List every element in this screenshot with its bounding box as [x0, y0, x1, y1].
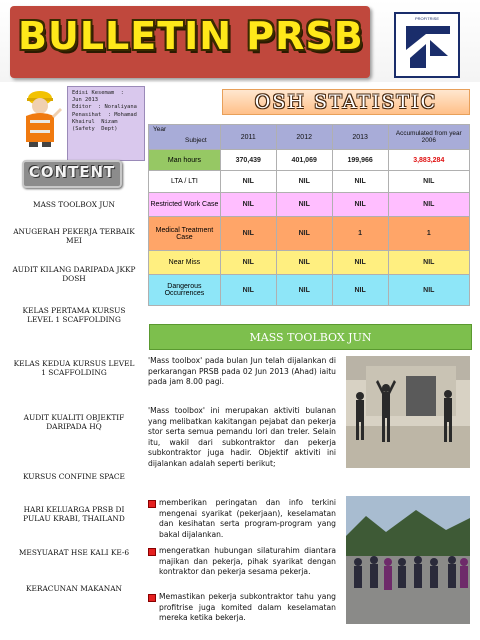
table-cell: NIL	[332, 275, 388, 306]
company-logo	[394, 12, 460, 78]
contents-item[interactable]: AUDIT KUALITI OBJEKTIF DARIPADA HQ	[23, 413, 125, 431]
table-cell: NIL	[276, 251, 332, 275]
row-label: Dangerous Occurrences	[149, 275, 221, 306]
contents-item[interactable]: MASS TOOLBOX JUN	[33, 200, 115, 209]
table-cell: 3,883,284	[388, 150, 469, 171]
table-row	[149, 150, 470, 171]
bullet-square-icon	[148, 500, 156, 508]
section-title-bar	[149, 324, 472, 350]
table-row	[149, 275, 470, 306]
safety-worker-icon	[14, 86, 64, 148]
info-line: Edisi Kesemam :	[72, 90, 124, 96]
osh-heading: OSH STATISTIC	[254, 91, 438, 113]
content-label-box	[22, 160, 122, 188]
table-row	[149, 217, 470, 251]
contents-item[interactable]: MESYUARAT HSE KALI KE-6	[18, 548, 130, 557]
column-header: 2013	[332, 125, 388, 150]
table-row	[149, 251, 470, 275]
table-cell: NIL	[388, 275, 469, 306]
table-cell: NIL	[388, 251, 469, 275]
contents-item[interactable]: ANUGERAH PEKERJA TERBAIK MEI	[13, 227, 135, 245]
bulletin-title: BULLETIN PRSB	[18, 14, 364, 58]
content-label: CONTENT	[28, 163, 116, 181]
column-header: Accumulated from year 2006	[388, 125, 469, 150]
row-label: Near Miss	[149, 251, 221, 275]
row-label: Medical Treatment Case	[149, 217, 221, 251]
table-cell: NIL	[220, 217, 276, 251]
bullet-item	[148, 592, 336, 624]
bullet-text: memberikan peringatan dan info terkini mengenai syarikat (pekerjaan), keselamatan dan kesihatan serta program-program yang bakal dijalankan.	[159, 498, 336, 539]
table-cell: 1	[388, 217, 469, 251]
table-cell: NIL	[332, 251, 388, 275]
group-gathering-photo	[346, 496, 470, 624]
contents-item[interactable]: KELAS PERTAMA KURSUS LEVEL 1 SCAFFOLDING	[22, 306, 126, 324]
info-line: Penasihat : Mohamad	[72, 111, 137, 118]
row-label: Man hours	[149, 150, 221, 171]
year-label: Year	[153, 126, 167, 133]
bullet-item	[148, 546, 336, 578]
table-cell: NIL	[276, 217, 332, 251]
table-cell: NIL	[332, 193, 388, 217]
info-line: Editor : Noraliyana	[72, 104, 137, 111]
logo-mark-icon	[396, 14, 458, 76]
table-cell: NIL	[276, 275, 332, 306]
article-paragraph: 'Mass toolbox' ini merupakan aktiviti bulanan yang melibatkan kakitangan pejabat dan pekerja stor serta semua pemandu lori dan treler. Selain itu, wakil dari subkontraktor dan pekerja subkontraktor juga hadir. Objektif aktiviti ini dijalankan adalah seperti berikut;	[148, 406, 336, 468]
info-line: (Safety Dept)	[72, 126, 118, 133]
osh-statistics-table	[148, 124, 470, 306]
contents-item[interactable]: HARI KELUARGA PRSB DI PULAU KRABI, THAILAND	[23, 505, 125, 523]
year-subject-header	[149, 125, 221, 150]
contents-item[interactable]: KELAS KEDUA KURSUS LEVEL 1 SCAFFOLDING	[13, 359, 135, 377]
table-cell: 401,069	[276, 150, 332, 171]
info-line: Khairul Nizam	[72, 118, 118, 125]
table-header-row	[149, 125, 470, 150]
contents-item[interactable]: AUDIT KILANG DARIPADA JKKP DOSH	[12, 265, 136, 283]
table-row	[149, 171, 470, 193]
table-cell: NIL	[220, 171, 276, 193]
table-cell: NIL	[276, 171, 332, 193]
table-cell: NIL	[276, 193, 332, 217]
row-label: LTA / LTI	[149, 171, 221, 193]
bullet-square-icon	[148, 548, 156, 556]
contents-item[interactable]: KERACUNAN MAKANAN	[25, 584, 123, 593]
table-cell: NIL	[388, 193, 469, 217]
column-header: 2011	[220, 125, 276, 150]
subject-label: Subject	[185, 137, 207, 144]
column-header: 2012	[276, 125, 332, 150]
section-title: MASS TOOLBOX JUN	[249, 331, 372, 344]
table-cell: NIL	[220, 251, 276, 275]
bullet-text: Memastikan pekerja subkontraktor tahu yang profitrise juga komited dalam keselamatan mereka ketika bekerja.	[159, 592, 336, 623]
osh-heading-box	[222, 89, 470, 115]
table-cell: NIL	[220, 275, 276, 306]
table-cell: NIL	[388, 171, 469, 193]
bullet-text: mengeratkan hubungan silaturahim diantara majikan dan pekerja, pihak syarikat dengan kontraktor dan pekerja sesama pekerja.	[159, 546, 336, 577]
table-cell: NIL	[220, 193, 276, 217]
table-cell: 199,966	[332, 150, 388, 171]
table-cell: 1	[332, 217, 388, 251]
table-cell: NIL	[332, 171, 388, 193]
toolbox-exercise-photo	[346, 356, 470, 468]
bullet-square-icon	[148, 594, 156, 602]
article-paragraph: 'Mass toolbox' pada bulan Jun telah dijalankan di perkarangan PRSB pada 02 Jun 2013 (Ahad) iaitu pada jam 8.00 pagi.	[148, 356, 336, 387]
table-row	[149, 193, 470, 217]
edition-info	[67, 86, 145, 161]
logo-caption: PROFITRISE	[414, 16, 439, 21]
row-label: Restricted Work Case	[149, 193, 221, 217]
bullet-item	[148, 498, 336, 540]
contents-item[interactable]: KURSUS CONFINE SPACE	[23, 472, 125, 481]
info-line: Jun 2013	[72, 97, 98, 104]
table-cell: 370,439	[220, 150, 276, 171]
